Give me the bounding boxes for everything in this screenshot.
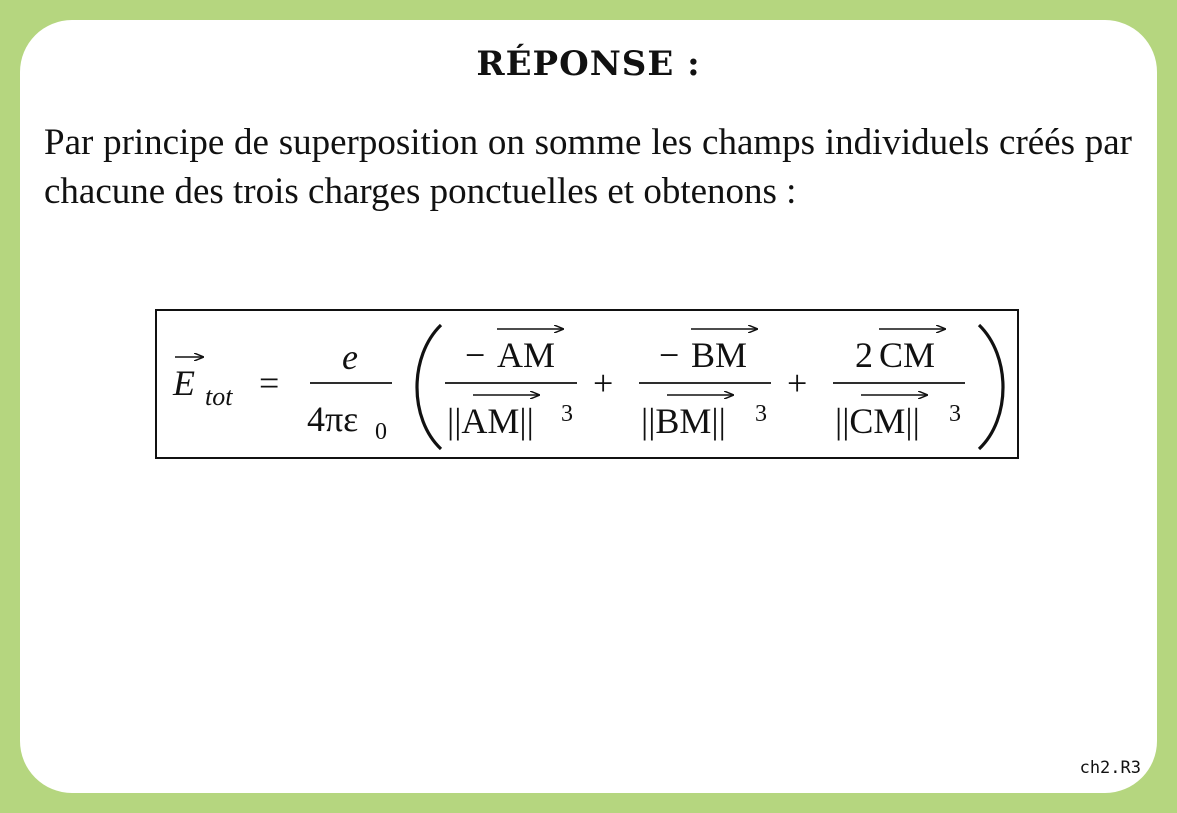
term-exponent: 3 [561, 401, 573, 427]
right-parenthesis [979, 325, 1003, 449]
term-vector: BM [691, 335, 748, 375]
plus-operator: + [593, 363, 614, 403]
term-denominator: ||CM|| [835, 401, 920, 441]
lhs-symbol: E [173, 363, 195, 403]
term-exponent: 3 [755, 401, 767, 427]
term-denominator: ||BM|| [641, 401, 726, 441]
term-vector: CM [879, 335, 936, 375]
term-exponent: 3 [949, 401, 961, 427]
term-coef: − [465, 335, 486, 375]
term-coef: − [659, 335, 680, 375]
formula-svg [157, 311, 1021, 461]
term-am [445, 329, 577, 441]
term-denominator: ||AM|| [447, 401, 534, 441]
prefactor-denominator: 4πε [307, 399, 359, 439]
lhs-subscript: tot [205, 382, 233, 411]
term-vector: AM [497, 335, 556, 375]
equals-sign: = [259, 363, 280, 403]
term-bm [639, 329, 771, 441]
plus-operator: + [787, 363, 808, 403]
explanation-paragraph: Par principe de superposition on somme les champs individuels créés par chacune des trois charges ponctuelles et obtenons : [44, 122, 1132, 212]
term-coef: 2 [855, 335, 873, 375]
page-title: RÉPONSE : [476, 44, 701, 84]
slide-reference-tag: ch2.R3 [1079, 758, 1141, 778]
prefactor-denominator-subscript: 0 [375, 419, 387, 445]
prefactor-numerator: e [342, 337, 358, 377]
formula-box [155, 309, 1019, 459]
left-parenthesis [417, 325, 441, 449]
term-cm [833, 329, 965, 441]
